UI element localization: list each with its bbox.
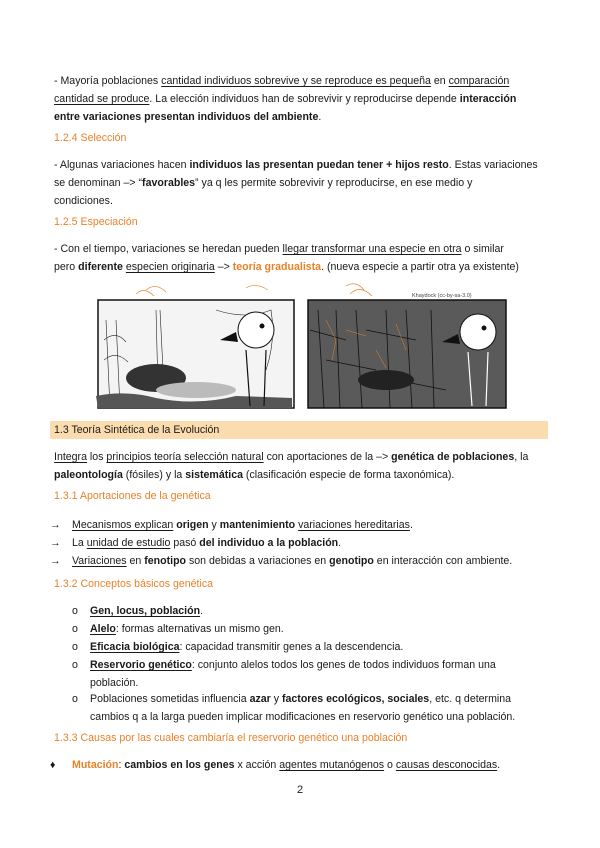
circle-bullet-icon: o	[72, 605, 78, 617]
list-item: ♦ Mutación: cambios en los genes x acción agentes mutanógenos o causas desconocidas.	[72, 756, 552, 774]
illustration-moth-dark-forest	[306, 280, 508, 412]
arrow-icon: →	[50, 537, 61, 549]
list-item: → Variaciones en fenotipo son debidas a variaciones en genotipo en interacción con ambiente.	[72, 552, 552, 570]
paragraph-poblaciones: - Mayoría poblaciones cantidad individuos sobrevive y se reproduce es pequeña en comparación cantidad se produce. La elección individuos han de sobrevivir y reproducirse depende interacción entre variaciones presentan individuos del ambiente.	[54, 75, 517, 123]
paragraph-seleccion: - Algunas variaciones hacen individuos las presentan puedan tener + hijos resto. Estas variaciones se denominan –> “favorables” ya q les permite sobrevivir y reproducirse, en ese medio y condiciones.	[54, 159, 538, 207]
section-banner-teoria-sintetica: 1.3 Teoría Sintética de la Evolución	[50, 421, 548, 439]
circle-bullet-icon: o	[72, 623, 78, 635]
circle-bullet-icon: o	[72, 693, 78, 705]
list-item: o Poblaciones sometidas influencia azar y factores ecológicos, sociales, etc. q determina cambios q a la larga pueden implicar modificaciones en reservorio genético una población.	[90, 690, 550, 726]
list-item: → La unidad de estudio pasó del individuo a la población.	[72, 534, 552, 552]
heading-aportaciones: 1.3.1 Aportaciones de la genética	[54, 490, 211, 502]
circle-bullet-icon: o	[72, 659, 78, 671]
page-number: 2	[296, 784, 304, 796]
list-item: o Reservorio genético: conjunto alelos todos los genes de todos individuos forman una población.	[90, 656, 550, 692]
list-item: o Gen, locus, población.	[90, 602, 550, 620]
list-item: o Alelo: formas alternativas un mismo gen.	[90, 620, 550, 638]
list-item: o Eficacia biológica: capacidad transmitir genes a la descendencia.	[90, 638, 550, 656]
list-item: → Mecanismos explican origen y mantenimiento variaciones hereditarias.	[72, 516, 552, 534]
paragraph-teoria-sintetica: Integra los principios teoría selección natural con aportaciones de la –> genética de poblaciones, la paleontología (fósiles) y la sistemática (clasificación especie de forma taxonómica).	[54, 451, 529, 481]
figure-credit: Khaydock (cc-by-sa-3.0)	[412, 293, 472, 299]
arrow-icon: →	[50, 555, 61, 567]
circle-bullet-icon: o	[72, 641, 78, 653]
heading-seleccion: 1.2.4 Selección	[54, 132, 127, 144]
paragraph-especiacion: - Con el tiempo, variaciones se heredan pueden llegar transformar una especie en otra o similar pero diferente especien originaria –> teoría gradualista. (nueva especie a partir otra ya existente)	[54, 243, 519, 273]
arrow-icon: →	[50, 519, 61, 531]
heading-causas: 1.3.3 Causas por las cuales cambiaría el reservorio genético una población	[54, 732, 408, 744]
heading-especiacion: 1.2.5 Especiación	[54, 216, 138, 228]
heading-conceptos: 1.3.2 Conceptos básicos genética	[54, 578, 214, 590]
illustration-moth-light-forest	[96, 280, 296, 412]
diamond-bullet-icon: ♦	[50, 759, 56, 771]
